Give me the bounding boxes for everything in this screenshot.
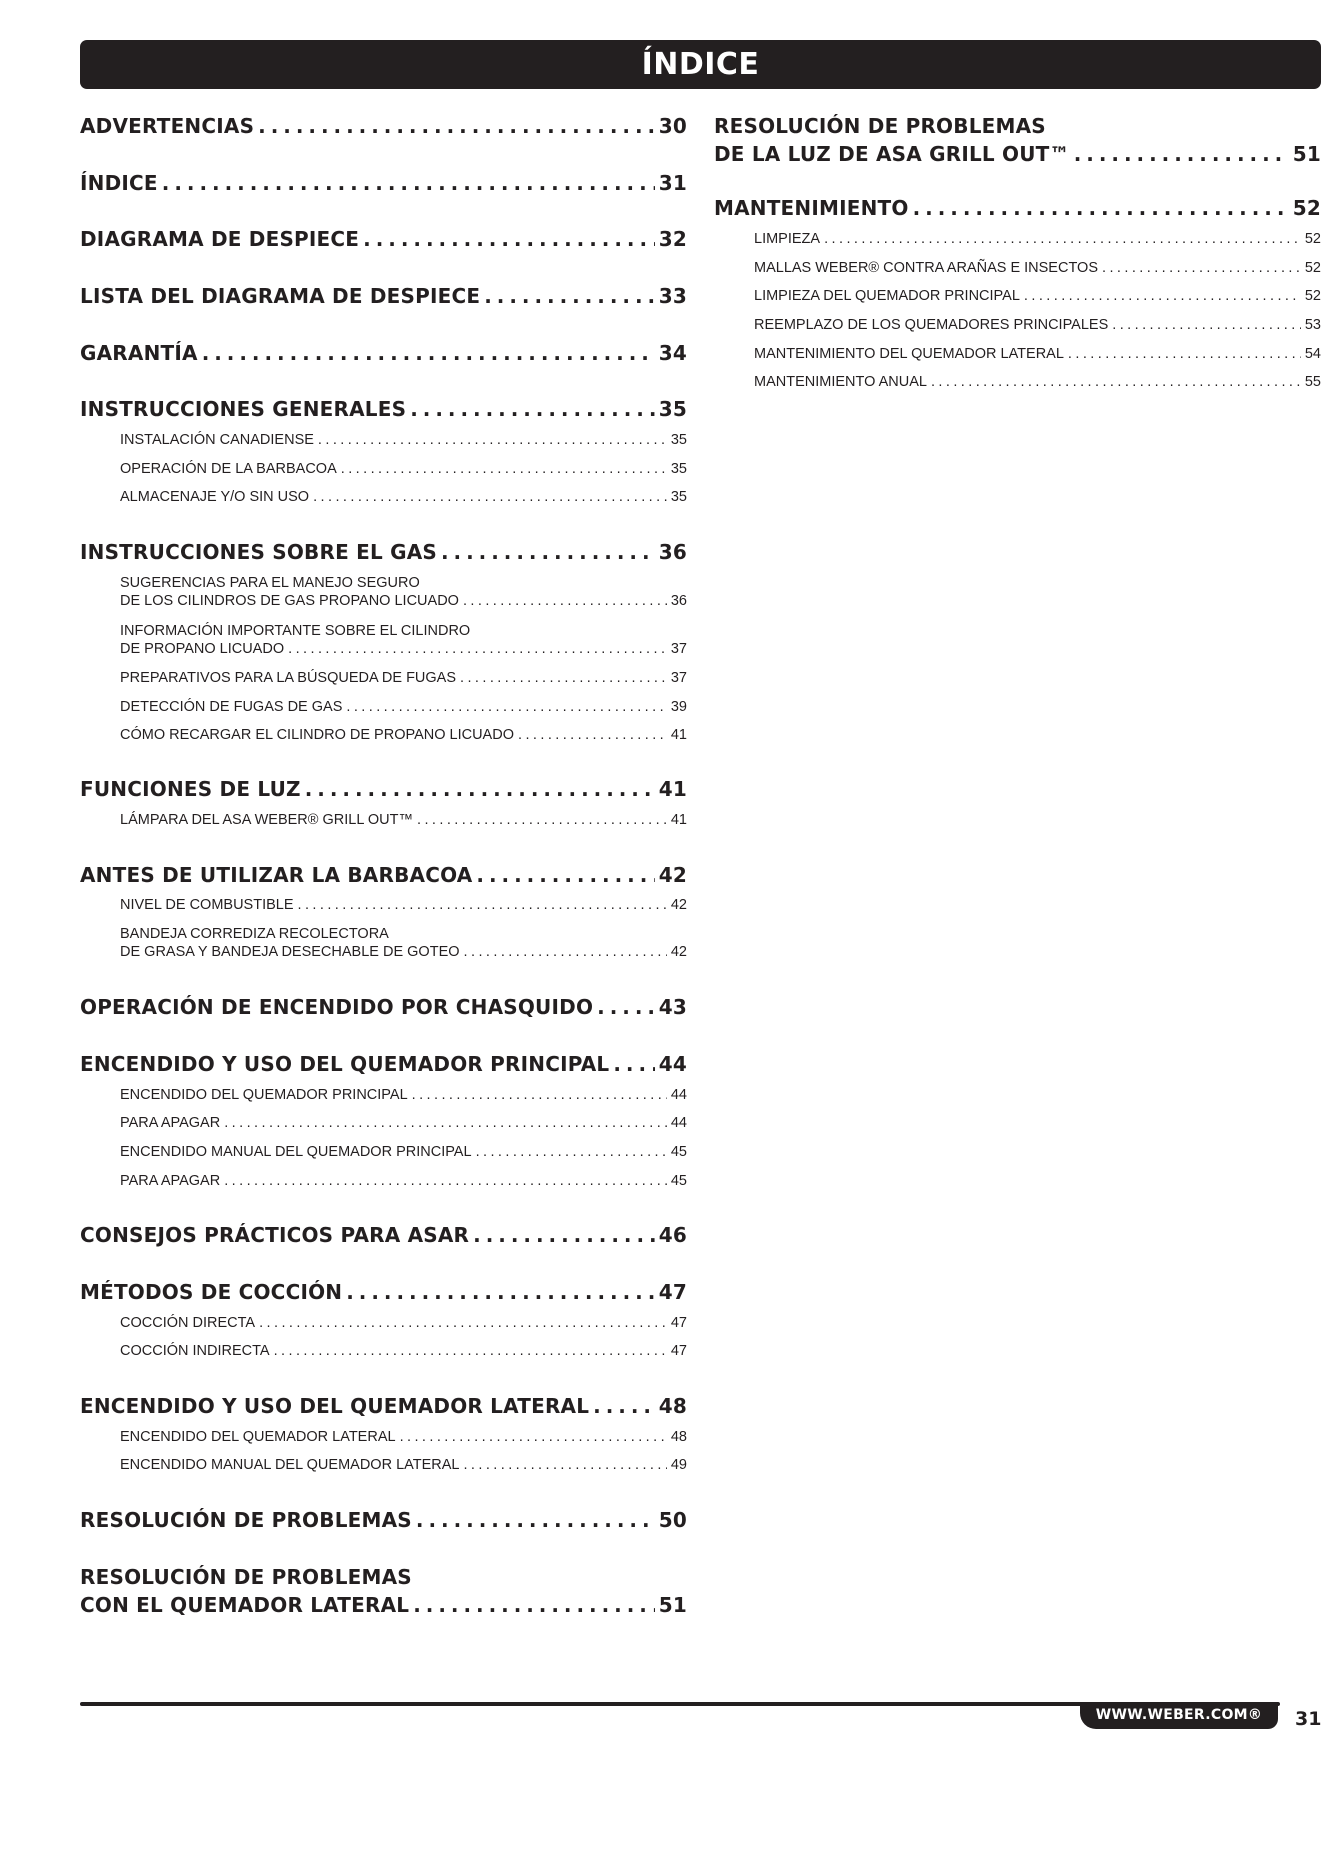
toc-page: 44	[658, 1052, 687, 1076]
toc-entry[interactable]	[80, 397, 687, 421]
toc-page: 52	[1304, 231, 1321, 247]
toc-subentry[interactable]	[80, 727, 687, 743]
toc-subentry[interactable]	[714, 317, 1321, 333]
toc-page: 42	[670, 944, 687, 960]
toc-title-line1: INFORMACIÓN IMPORTANTE SOBRE EL CILINDRO	[120, 623, 471, 639]
leader-dots	[460, 670, 667, 686]
toc-entry[interactable]	[80, 171, 687, 195]
leader-dots	[274, 1343, 667, 1359]
toc-title-line1: RESOLUCIÓN DE PROBLEMAS	[714, 114, 1046, 138]
toc-page: 55	[1304, 374, 1321, 390]
toc-entry[interactable]	[80, 995, 687, 1019]
toc-title: DIAGRAMA DE DESPIECE	[80, 227, 360, 251]
toc-entry[interactable]	[80, 1280, 687, 1304]
toc-entry[interactable]	[80, 1394, 687, 1418]
leader-dots	[476, 863, 654, 887]
toc-page: 43	[658, 995, 687, 1019]
toc-title: INSTALACIÓN CANADIENSE	[120, 432, 314, 448]
leader-dots	[346, 699, 666, 715]
toc-title: INSTRUCCIONES GENERALES	[80, 397, 407, 421]
toc-title: OPERACIÓN DE LA BARBACOA	[120, 461, 337, 477]
leader-dots	[463, 593, 667, 609]
toc-page: 45	[670, 1173, 687, 1189]
website-link[interactable]: WWW.WEBER.COM®	[1080, 1702, 1278, 1729]
toc-subentry[interactable]	[80, 1173, 687, 1189]
toc-page: 47	[658, 1280, 687, 1304]
toc-subentry[interactable]	[80, 812, 687, 828]
toc-title: ANTES DE UTILIZAR LA BARBACOA	[80, 863, 473, 887]
leader-dots	[484, 284, 655, 308]
toc-title-line1: RESOLUCIÓN DE PROBLEMAS	[80, 1565, 412, 1589]
toc-title: LÁMPARA DEL ASA WEBER® GRILL OUT™	[120, 812, 413, 828]
toc-title: MÉTODOS DE COCCIÓN	[80, 1280, 343, 1304]
leader-dots	[476, 1144, 667, 1160]
toc-page: 36	[670, 593, 687, 609]
leader-dots	[318, 432, 667, 448]
toc-subentry[interactable]	[80, 432, 687, 448]
toc-title: LISTA DEL DIAGRAMA DE DESPIECE	[80, 284, 481, 308]
leader-dots	[410, 397, 655, 421]
leader-dots	[202, 341, 655, 365]
leader-dots	[313, 489, 667, 505]
toc-title: DE LA LUZ DE ASA GRILL OUT™	[714, 142, 1070, 166]
leader-dots	[259, 1315, 667, 1331]
toc-title: ENCENDIDO DEL QUEMADOR PRINCIPAL	[120, 1087, 408, 1103]
toc-title: PARA APAGAR	[120, 1173, 221, 1189]
toc-page: 54	[1304, 346, 1321, 362]
leader-dots	[464, 944, 667, 960]
toc-page: 37	[670, 641, 687, 657]
toc-entry[interactable]	[80, 341, 687, 365]
toc-page: 47	[670, 1343, 687, 1359]
toc-subentry[interactable]	[80, 1429, 687, 1445]
toc-title: PREPARATIVOS PARA LA BÚSQUEDA DE FUGAS	[120, 670, 457, 686]
toc-page: 35	[670, 432, 687, 448]
toc-title: PARA APAGAR	[120, 1115, 221, 1131]
toc-page: 47	[670, 1315, 687, 1331]
leader-dots	[224, 1115, 667, 1131]
leader-dots	[162, 171, 655, 195]
leader-dots	[346, 1280, 655, 1304]
toc-title: DE LOS CILINDROS DE GAS PROPANO LICUADO	[120, 593, 459, 609]
toc-page: 44	[670, 1115, 687, 1131]
leader-dots	[597, 995, 655, 1019]
toc-subentry[interactable]	[714, 288, 1321, 304]
toc-title: DETECCIÓN DE FUGAS DE GAS	[120, 699, 343, 715]
toc-page: 52	[1304, 288, 1321, 304]
toc-page: 45	[670, 1144, 687, 1160]
toc-title: ENCENDIDO Y USO DEL QUEMADOR PRINCIPAL	[80, 1052, 610, 1076]
toc-page: 42	[670, 897, 687, 913]
leader-dots	[1024, 288, 1301, 304]
toc-page: 51	[1292, 142, 1321, 166]
toc-subentry[interactable]	[80, 670, 687, 686]
toc-entry[interactable]	[80, 114, 687, 138]
toc-title: FUNCIONES DE LUZ	[80, 777, 301, 801]
leader-dots	[1068, 346, 1301, 362]
toc-page: 51	[658, 1593, 687, 1617]
leader-dots	[288, 641, 667, 657]
toc-subentry[interactable]	[80, 1087, 687, 1103]
toc-title: CÓMO RECARGAR EL CILINDRO DE PROPANO LICUADO	[120, 727, 514, 743]
toc-title: INSTRUCCIONES SOBRE EL GAS	[80, 540, 437, 564]
toc-entry[interactable]	[80, 1223, 687, 1247]
toc-entry[interactable]	[80, 1052, 687, 1076]
leader-dots	[824, 231, 1301, 247]
toc-subentry[interactable]	[714, 346, 1321, 362]
toc-title: MANTENIMIENTO DEL QUEMADOR LATERAL	[754, 346, 1064, 362]
toc-page: 49	[670, 1457, 687, 1473]
leader-dots	[931, 374, 1301, 390]
toc-page: 48	[670, 1429, 687, 1445]
toc-page: 34	[658, 341, 687, 365]
toc-page: 35	[658, 397, 687, 421]
toc-title: GARANTÍA	[80, 341, 198, 365]
leader-dots	[518, 727, 667, 743]
leader-dots	[613, 1052, 654, 1076]
leader-dots	[416, 1508, 655, 1532]
toc-subentry[interactable]	[80, 1315, 687, 1331]
toc-title: ENCENDIDO DEL QUEMADOR LATERAL	[120, 1429, 396, 1445]
toc-page: 39	[670, 699, 687, 715]
toc-page: 48	[658, 1394, 687, 1418]
toc-page: 44	[670, 1087, 687, 1103]
toc-page: 52	[1304, 260, 1321, 276]
toc-title: ALMACENAJE Y/O SIN USO	[120, 489, 310, 505]
toc-title: ENCENDIDO Y USO DEL QUEMADOR LATERAL	[80, 1394, 590, 1418]
toc-page: 41	[670, 727, 687, 743]
toc-page: 35	[670, 489, 687, 505]
toc-title: CONSEJOS PRÁCTICOS PARA ASAR	[80, 1223, 470, 1247]
toc-title: REEMPLAZO DE LOS QUEMADORES PRINCIPALES	[754, 317, 1109, 333]
toc-page: 41	[670, 812, 687, 828]
leader-dots	[224, 1173, 667, 1189]
toc-title: OPERACIÓN DE ENCENDIDO POR CHASQUIDO	[80, 995, 594, 1019]
toc-entry[interactable]	[80, 1508, 687, 1532]
toc-page: 36	[658, 540, 687, 564]
toc-title: LIMPIEZA	[754, 231, 821, 247]
leader-dots	[913, 196, 1289, 220]
toc-title: ADVERTENCIAS	[80, 114, 255, 138]
toc-page: 53	[1304, 317, 1321, 333]
toc-page: 42	[658, 863, 687, 887]
leader-dots	[298, 897, 667, 913]
toc-subentry[interactable]	[80, 699, 687, 715]
page-title: ÍNDICE	[80, 40, 1321, 89]
toc-page: 32	[658, 227, 687, 251]
toc-title: DE GRASA Y BANDEJA DESECHABLE DE GOTEO	[120, 944, 460, 960]
toc-title: CON EL QUEMADOR LATERAL	[80, 1593, 410, 1617]
toc-page: 46	[658, 1223, 687, 1247]
toc-entry[interactable]	[80, 777, 687, 801]
toc-title-line1: SUGERENCIAS PARA EL MANEJO SEGURO	[120, 575, 420, 591]
toc-title: COCCIÓN DIRECTA	[120, 1315, 256, 1331]
toc-title: ENCENDIDO MANUAL DEL QUEMADOR LATERAL	[120, 1457, 460, 1473]
toc-entry[interactable]	[80, 540, 687, 564]
toc-title: RESOLUCIÓN DE PROBLEMAS	[80, 1508, 412, 1532]
toc-subentry[interactable]	[80, 623, 687, 657]
toc-subentry[interactable]	[714, 374, 1321, 390]
toc-page: 50	[658, 1508, 687, 1532]
toc-title: MANTENIMIENTO	[714, 196, 909, 220]
toc-page: 52	[1292, 196, 1321, 220]
toc-subentry[interactable]	[80, 489, 687, 505]
toc-page: 33	[658, 284, 687, 308]
toc-title: DE PROPANO LICUADO	[120, 641, 285, 657]
toc-entry[interactable]	[80, 1565, 687, 1617]
toc-page: 35	[670, 461, 687, 477]
toc-page: 31	[658, 171, 687, 195]
toc-subentry[interactable]	[80, 1343, 687, 1359]
leader-dots	[341, 461, 667, 477]
toc-subentry[interactable]	[80, 461, 687, 477]
leader-dots	[441, 540, 655, 564]
toc-page: 30	[658, 114, 687, 138]
toc-title: ÍNDICE	[80, 171, 158, 195]
toc-subentry[interactable]	[80, 575, 687, 609]
leader-dots	[1102, 260, 1301, 276]
page-number: 31	[1295, 1708, 1322, 1730]
toc-subentry[interactable]	[714, 260, 1321, 276]
leader-dots	[412, 1087, 667, 1103]
leader-dots	[305, 777, 655, 801]
leader-dots	[463, 1457, 666, 1473]
toc-title: NIVEL DE COMBUSTIBLE	[120, 897, 294, 913]
toc-entry[interactable]	[80, 284, 687, 308]
toc-subentry[interactable]	[80, 926, 687, 960]
toc-title: MALLAS WEBER® CONTRA ARAÑAS E INSECTOS	[754, 260, 1098, 276]
toc-page: 41	[658, 777, 687, 801]
toc-title: MANTENIMIENTO ANUAL	[754, 374, 927, 390]
leader-dots	[473, 1223, 655, 1247]
toc-subentry[interactable]	[80, 1115, 687, 1131]
leader-dots	[413, 1593, 655, 1617]
leader-dots	[417, 812, 667, 828]
leader-dots	[363, 227, 655, 251]
toc-title: LIMPIEZA DEL QUEMADOR PRINCIPAL	[754, 288, 1020, 304]
leader-dots	[258, 114, 655, 138]
toc-entry[interactable]	[714, 196, 1321, 220]
toc-entry[interactable]	[80, 227, 687, 251]
leader-dots	[1112, 317, 1301, 333]
leader-dots	[400, 1429, 667, 1445]
toc-subentry[interactable]	[714, 231, 1321, 247]
toc-entry[interactable]	[714, 114, 1321, 166]
leader-dots	[593, 1394, 655, 1418]
toc-subentry[interactable]	[80, 1144, 687, 1160]
toc-title-line1: BANDEJA CORREDIZA RECOLECTORA	[120, 926, 389, 942]
toc-entry[interactable]	[80, 863, 687, 887]
leader-dots	[1074, 142, 1289, 166]
toc-page: 37	[670, 670, 687, 686]
toc-title: COCCIÓN INDIRECTA	[120, 1343, 270, 1359]
toc-subentry[interactable]	[80, 897, 687, 913]
toc-subentry[interactable]	[80, 1457, 687, 1473]
toc-title: ENCENDIDO MANUAL DEL QUEMADOR PRINCIPAL	[120, 1144, 472, 1160]
